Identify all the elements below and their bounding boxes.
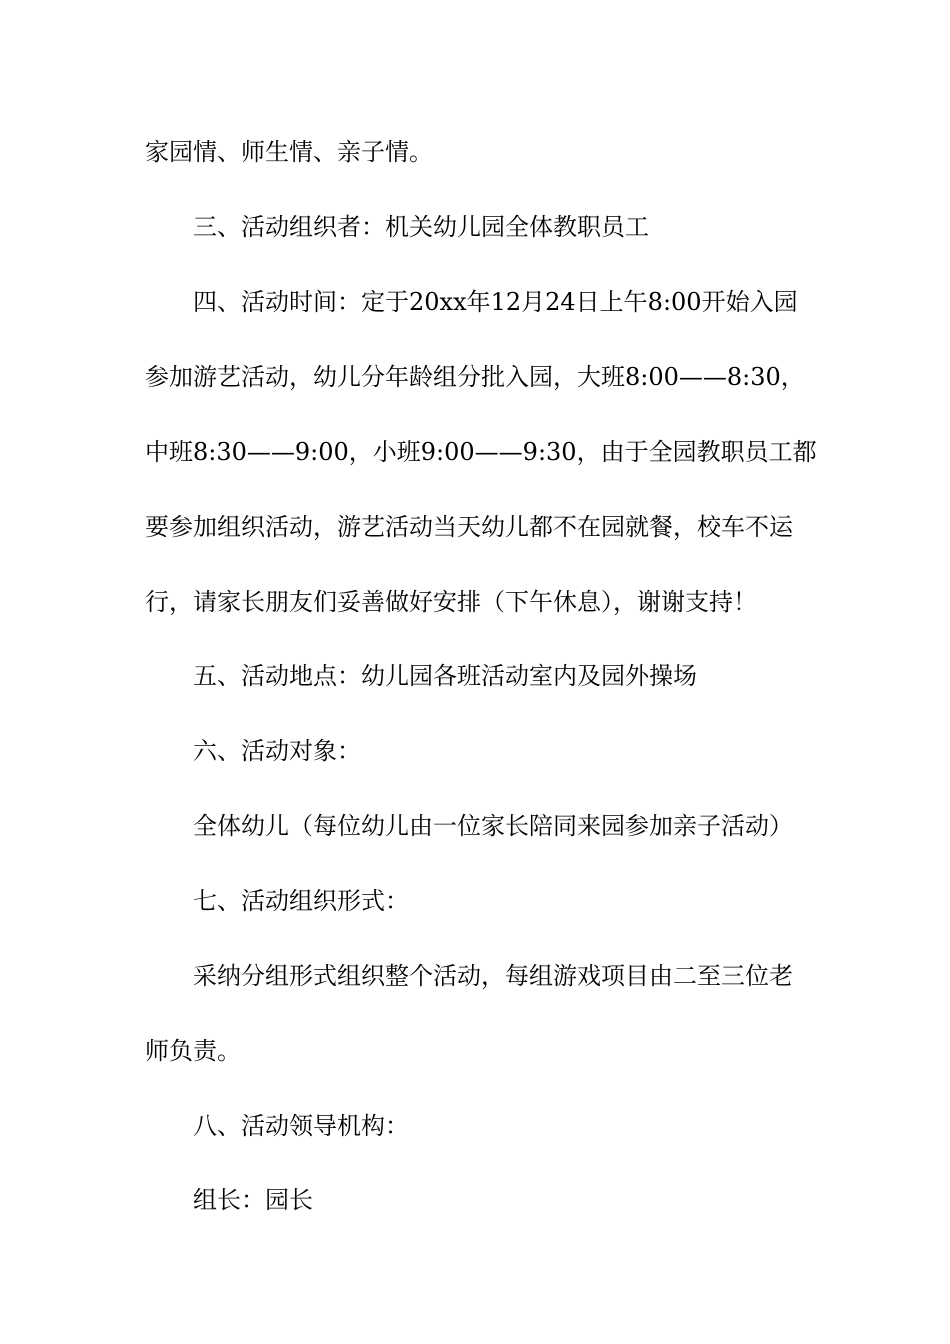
section-heading-leadership: 八、活动领导机构：: [193, 1112, 409, 1140]
paragraph-line: 行，请家长朋友们妥善做好安排（下午休息），谢谢支持！: [145, 588, 757, 616]
section-heading-location: 五、活动地点：幼儿园各班活动室内及园外操场: [193, 662, 697, 690]
section-heading-organizer: 三、活动组织者：机关幼儿园全体教职员工: [193, 213, 649, 241]
paragraph-line: 组长：园长: [193, 1186, 313, 1214]
paragraph-line: 要参加组织活动，游艺活动当天幼儿都不在园就餐，校车不运: [145, 513, 793, 541]
paragraph-line: 全体幼儿（每位幼儿由一位家长陪同来园参加亲子活动）: [193, 812, 793, 840]
paragraph-line: 中班8:30——9:00，小班9:00——9:30，由于全园教职员工都: [145, 438, 817, 466]
paragraph-line: 家园情、师生情、亲子情。: [145, 138, 433, 166]
paragraph-line: 师负责。: [145, 1037, 241, 1065]
section-heading-participants: 六、活动对象：: [193, 737, 361, 765]
paragraph-line: 参加游艺活动，幼儿分年龄组分批入园，大班8:00——8:30，: [145, 363, 805, 391]
section-heading-time: 四、活动时间：定于20xx年12月24日上午8:00开始入园: [193, 288, 798, 316]
section-heading-format: 七、活动组织形式：: [193, 887, 409, 915]
paragraph-line: 采纳分组形式组织整个活动，每组游戏项目由二至三位老: [193, 962, 793, 990]
